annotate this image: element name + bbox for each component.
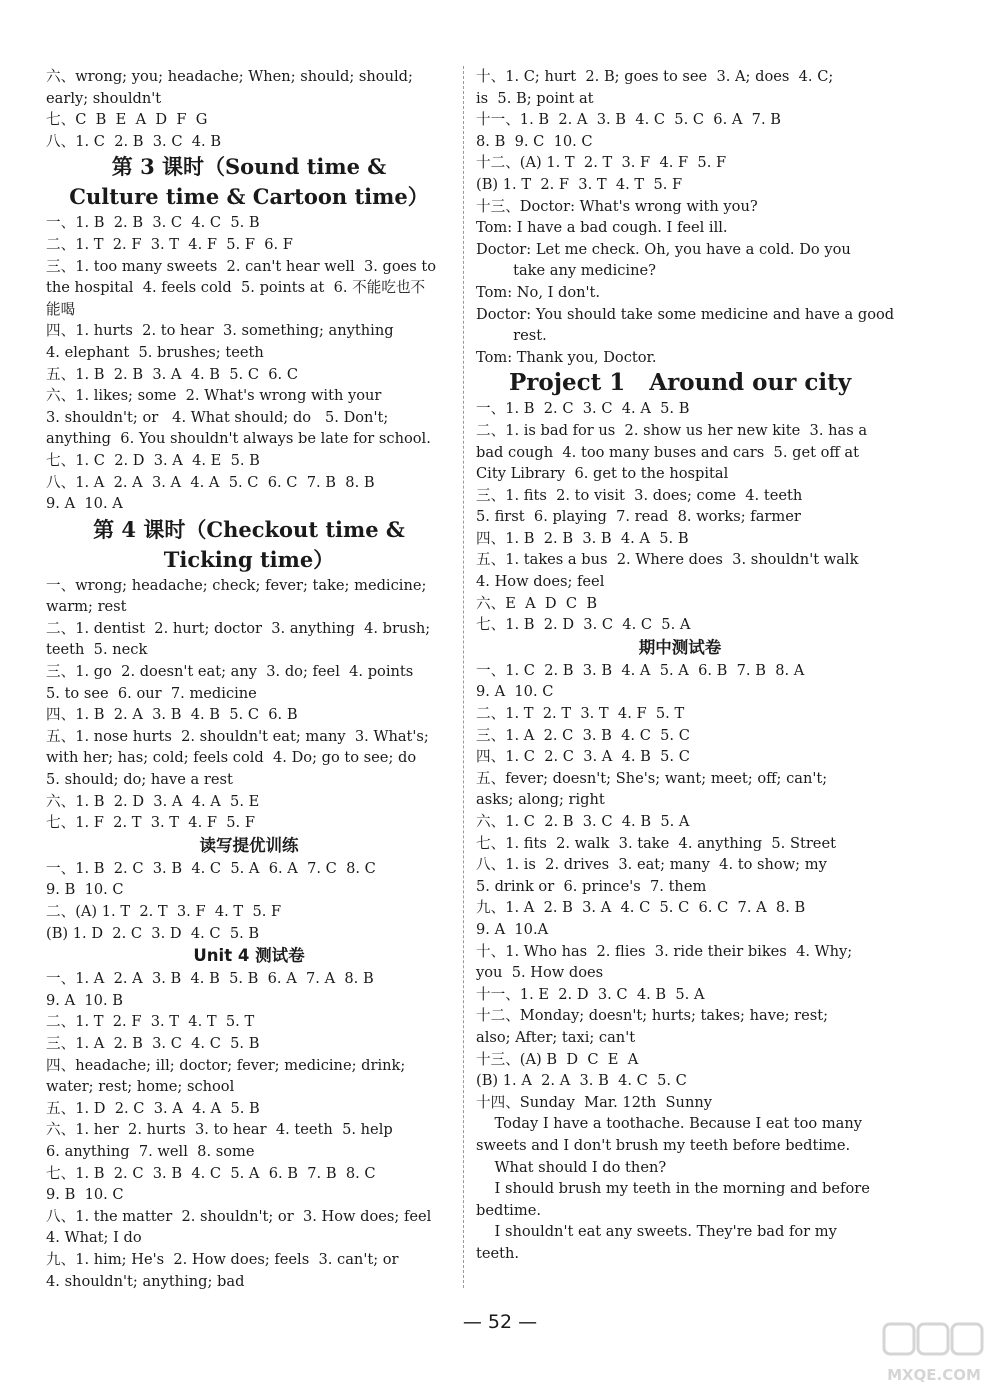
answer-line: water; rest; home; school xyxy=(46,1078,235,1096)
answer-line: City Library 6. get to the hospital xyxy=(476,465,729,483)
answer-line: 十三、Doctor: What's wrong with you? xyxy=(476,197,758,215)
answer-line: 二、1. is bad for us 2. show us her new kite 3. has a xyxy=(476,421,868,439)
answer-line: 八、1. is 2. drives 3. eat; many 4. to show; my xyxy=(476,856,827,874)
answer-line: 4. elephant 5. brushes; teeth xyxy=(46,343,264,361)
answer-line: bedtime. xyxy=(476,1201,541,1219)
answer-line: 一、1. B 2. C 3. C 4. A 5. B xyxy=(476,400,690,418)
answer-line: 十三、(A) B D C E A xyxy=(476,1050,639,1068)
section-heading: Culture time & Cartoon time） xyxy=(69,184,429,210)
answer-line: 三、1. fits 2. to visit 3. does; come 4. teeth xyxy=(476,486,803,504)
answer-line: 5. to see 6. our 7. medicine xyxy=(46,684,257,702)
answer-line: 9. A 10.A xyxy=(476,920,549,938)
answer-line: Tom: No, I don't. xyxy=(476,283,601,301)
answer-line: 一、1. C 2. B 3. B 4. A 5. A 6. B 7. B 8. A xyxy=(476,661,805,679)
answer-line: 九、1. A 2. B 3. A 4. C 5. C 6. C 7. A 8. B xyxy=(476,899,806,917)
answer-line: 六、1. B 2. D 3. A 4. A 5. E xyxy=(46,792,260,810)
answer-line: 五、1. B 2. B 3. A 4. B 5. C 6. C xyxy=(46,365,298,383)
section-subheading: Unit 4 测试卷 xyxy=(193,946,305,966)
section-heading: Ticking time） xyxy=(163,546,335,572)
answer-line: 8. B 9. C 10. C xyxy=(476,132,593,150)
section-heading: 第 4 课时（Checkout time & xyxy=(93,516,405,542)
answer-line: 4. What; I do xyxy=(46,1229,142,1247)
answer-line: early; shouldn't xyxy=(46,89,162,107)
answer-line: 十、1. C; hurt 2. B; goes to see 3. A; does 4. C; xyxy=(476,68,834,85)
project-heading: Project 1 Around our city xyxy=(508,369,852,397)
answer-line: Doctor: Let me check. Oh, you have a cold. Do you xyxy=(476,240,851,258)
answer-line: Tom: I have a bad cough. I feel ill. xyxy=(476,219,728,237)
column-divider xyxy=(463,66,464,1288)
left-column xyxy=(46,66,452,1292)
answer-line: 八、1. the matter 2. shouldn't; or 3. How does; feel xyxy=(46,1207,432,1225)
watermark-logo xyxy=(880,1320,988,1388)
answer-line: 四、1. B 2. A 3. B 4. B 5. C 6. B xyxy=(46,706,298,724)
answer-line: 六、1. likes; some 2. What's wrong with your xyxy=(46,387,382,405)
answer-line: 六、E A D C B xyxy=(476,594,598,612)
answer-line: 十二、(A) 1. T 2. T 3. F 4. F 5. F xyxy=(476,154,727,172)
answer-line: 四、1. hurts 2. to hear 3. something; anything xyxy=(46,322,394,340)
answer-line: 七、C B E A D F G xyxy=(46,111,208,129)
answer-line: is 5. B; point at xyxy=(476,89,594,107)
answer-line: the hospital 4. feels cold 5. points at 6. 不能吃也不 xyxy=(46,279,426,297)
answer-line: (B) 1. T 2. F 3. T 4. T 5. F xyxy=(476,175,683,193)
watermark-site: MXQE.COM xyxy=(887,1366,981,1384)
answer-line: you 5. How does xyxy=(476,964,604,982)
answer-line: 七、1. F 2. T 3. T 4. F 5. F xyxy=(46,814,255,832)
answer-line: (B) 1. D 2. C 3. D 4. C 5. B xyxy=(46,924,260,942)
section-subheading: 期中测试卷 xyxy=(638,637,722,657)
answer-line: 9. A 10. B xyxy=(46,991,123,1009)
answer-line: 9. B 10. C xyxy=(46,881,124,899)
answer-line: 六、wrong; you; headache; When; should; should; xyxy=(46,68,413,85)
answer-line: 三、1. too many sweets 2. can't hear well 3. goes to xyxy=(46,257,437,275)
answer-line: 九、1. him; He's 2. How does; feels 3. can't; or xyxy=(46,1250,399,1268)
answer-line: bad cough 4. too many buses and cars 5. get off at xyxy=(476,443,859,461)
answer-line: teeth. xyxy=(476,1244,520,1262)
right-column xyxy=(476,66,895,1264)
page-number: — 52 — xyxy=(462,1311,538,1333)
answer-line: 八、1. A 2. A 3. A 4. A 5. C 6. C 7. B 8. B xyxy=(46,473,375,491)
answer-line: 五、1. D 2. C 3. A 4. A 5. B xyxy=(46,1099,260,1117)
answer-line: 一、1. A 2. A 3. B 4. B 5. B 6. A 7. A 8. B xyxy=(46,970,374,988)
answer-line: 三、1. go 2. doesn't eat; any 3. do; feel 4. points xyxy=(46,663,414,681)
answer-line: 5. first 6. playing 7. read 8. works; farmer xyxy=(476,508,801,526)
answer-line: 一、1. B 2. B 3. C 4. C 5. B xyxy=(46,214,260,232)
answer-line: 四、headache; ill; doctor; fever; medicine; drink; xyxy=(46,1056,406,1074)
answer-line: 二、1. T 2. T 3. T 4. F 5. T xyxy=(476,705,685,723)
answer-line: 5. should; do; have a rest xyxy=(46,771,233,789)
answer-line: 十一、1. E 2. D 3. C 4. B 5. A xyxy=(476,985,705,1003)
section-heading: 第 3 课时（Sound time & xyxy=(111,154,387,180)
answer-line: 十二、Monday; doesn't; hurts; takes; have; rest; xyxy=(476,1007,829,1025)
answer-line: 五、1. takes a bus 2. Where does 3. shouldn't walk xyxy=(476,551,859,569)
answer-line: 一、wrong; headache; check; fever; take; medicine; xyxy=(46,576,427,594)
answer-line: Today I have a toothache. Because I eat too many xyxy=(476,1115,863,1133)
answer-line: 二、1. T 2. F 3. T 4. T 5. T xyxy=(46,1013,255,1031)
answer-line: also; After; taxi; can't xyxy=(476,1028,636,1046)
answer-line: 七、1. fits 2. walk 3. take 4. anything 5. Street xyxy=(476,834,836,852)
answer-line: warm; rest xyxy=(46,598,127,616)
section-subheading: 读写提优训练 xyxy=(199,835,299,855)
answer-line: 5. drink or 6. prince's 7. them xyxy=(476,877,707,895)
answer-line: 十四、Sunday Mar. 12th Sunny xyxy=(476,1093,712,1111)
answer-line: 七、1. B 2. D 3. C 4. C 5. A xyxy=(476,616,691,634)
answer-line: 9. A 10. A xyxy=(46,495,123,513)
answer-line: (B) 1. A 2. A 3. B 4. C 5. C xyxy=(476,1072,687,1090)
answer-line: 四、1. C 2. C 3. A 4. B 5. C xyxy=(476,748,690,766)
answer-line: rest. xyxy=(476,327,547,345)
answer-line: teeth 5. neck xyxy=(46,641,148,659)
answer-line: Doctor: You should take some medicine and have a good xyxy=(476,305,895,323)
answer-line: 6. anything 7. well 8. some xyxy=(46,1142,255,1160)
answer-line: asks; along; right xyxy=(476,791,605,809)
answer-line: 9. B 10. C xyxy=(46,1186,124,1204)
answer-line: 四、1. B 2. B 3. B 4. A 5. B xyxy=(476,529,689,547)
answer-line: 二、(A) 1. T 2. T 3. F 4. T 5. F xyxy=(46,903,282,920)
answer-line: take any medicine? xyxy=(476,262,656,280)
answer-line: I should brush my teeth in the morning and before xyxy=(476,1180,870,1198)
answer-line: 十一、1. B 2. A 3. B 4. C 5. C 6. A 7. B xyxy=(476,111,781,129)
answer-line: 五、fever; doesn't; She's; want; meet; off; can't; xyxy=(476,769,828,787)
answer-line: 二、1. dentist 2. hurt; doctor 3. anything 4. brush; xyxy=(46,619,431,637)
answer-line: 三、1. A 2. B 3. C 4. C 5. B xyxy=(46,1034,260,1052)
answer-line: 9. A 10. C xyxy=(476,683,554,701)
answer-line: 4. How does; feel xyxy=(476,573,605,591)
answer-line: 七、1. C 2. D 3. A 4. E 5. B xyxy=(46,451,260,469)
answer-line: 六、1. her 2. hurts 3. to hear 4. teeth 5. help xyxy=(46,1121,393,1139)
answer-line: 七、1. B 2. C 3. B 4. C 5. A 6. B 7. B 8. C xyxy=(46,1164,376,1182)
answer-line: 3. shouldn't; or 4. What should; do 5. Don't; xyxy=(46,408,389,426)
answer-line: 六、1. C 2. B 3. C 4. B 5. A xyxy=(476,813,690,830)
answer-line: I shouldn't eat any sweets. They're bad for my xyxy=(476,1223,837,1241)
answer-line: 一、1. B 2. C 3. B 4. C 5. A 6. A 7. C 8. C xyxy=(46,859,376,877)
answer-line: 十、1. Who has 2. flies 3. ride their bikes 4. Why; xyxy=(476,942,853,960)
answer-line: 三、1. A 2. C 3. B 4. C 5. C xyxy=(476,726,690,744)
answer-line: sweets and I don't brush my teeth before bedtime. xyxy=(476,1136,851,1154)
answer-line: with her; has; cold; feels cold 4. Do; go to see; do xyxy=(46,749,417,767)
answer-line: What should I do then? xyxy=(476,1158,667,1176)
answer-line: 4. shouldn't; anything; bad xyxy=(46,1272,245,1290)
answer-line: Tom: Thank you, Doctor. xyxy=(476,348,657,366)
answer-line: 能喝 xyxy=(46,300,76,318)
answer-line: 二、1. T 2. F 3. T 4. F 5. F 6. F xyxy=(46,235,293,253)
answer-line: 五、1. nose hurts 2. shouldn't eat; many 3. What's; xyxy=(46,727,429,745)
answer-line: anything 6. You shouldn't always be late for school. xyxy=(46,430,431,448)
answer-line: 八、1. C 2. B 3. C 4. B xyxy=(46,132,222,150)
